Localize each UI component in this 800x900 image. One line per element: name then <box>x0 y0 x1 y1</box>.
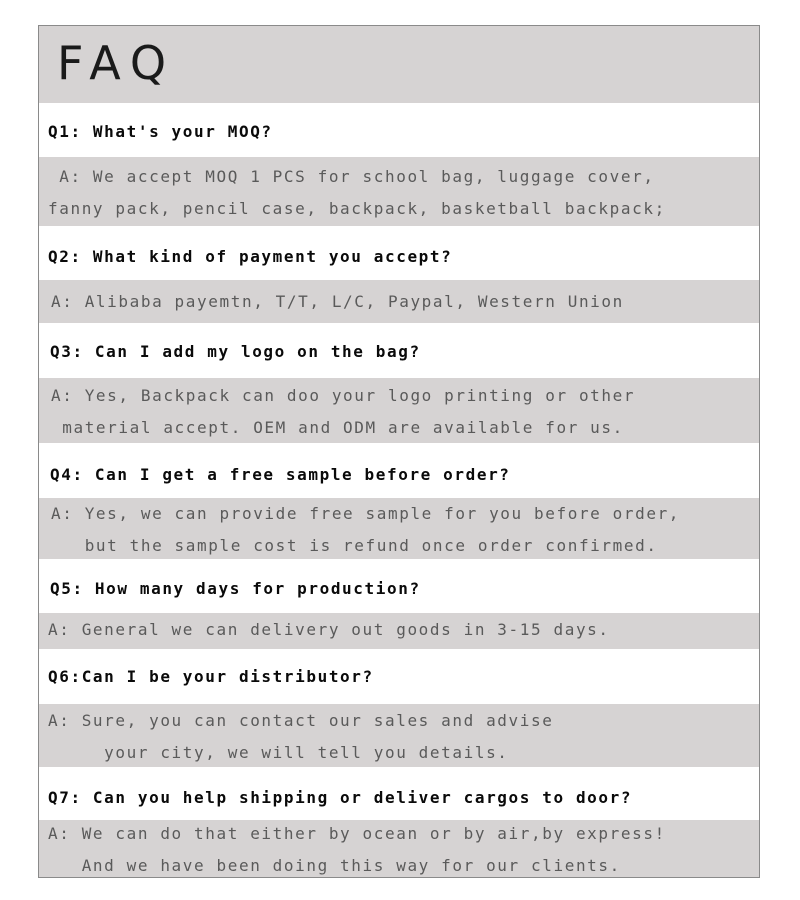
answer-6 <box>39 704 759 767</box>
question-1: Q1: What's your MOQ? <box>48 122 273 141</box>
question-5: Q5: How many days for production? <box>50 579 421 598</box>
answer-1 <box>39 157 759 226</box>
answer-6-line-1: A: Sure, you can contact our sales and advise <box>48 711 554 730</box>
answer-3-line-1: A: Yes, Backpack can doo your logo printing or other <box>51 386 636 405</box>
answer-7-line-1: A: We can do that either by ocean or by air,by express! <box>48 824 666 843</box>
answer-7 <box>39 820 759 877</box>
question-3: Q3: Can I add my logo on the bag? <box>50 342 421 361</box>
answer-4-line-1: A: Yes, we can provide free sample for you before order, <box>51 504 681 523</box>
answer-7-line-2: And we have been doing this way for our clients. <box>48 856 621 875</box>
question-4: Q4: Can I get a free sample before order? <box>50 465 511 484</box>
answer-2-line-1: A: Alibaba payemtn, T/T, L/C, Paypal, Western Union <box>51 292 624 311</box>
answer-5-line-1: A: General we can delivery out goods in 3-15 days. <box>48 620 610 639</box>
faq-header <box>39 26 759 103</box>
answer-2 <box>39 280 759 323</box>
answer-3-line-2: material accept. OEM and ODM are available for us. <box>51 418 624 437</box>
question-6: Q6:Can I be your distributor? <box>48 667 374 686</box>
answer-4 <box>39 498 759 559</box>
answer-5 <box>39 613 759 649</box>
answer-1-line-2: fanny pack, pencil case, backpack, basketball backpack; <box>48 199 666 218</box>
faq-title: FAQ <box>57 36 177 90</box>
answer-1-line-1: A: We accept MOQ 1 PCS for school bag, luggage cover, <box>48 167 655 186</box>
question-7: Q7: Can you help shipping or deliver cargos to door? <box>48 788 633 807</box>
answer-4-line-2: but the sample cost is refund once order confirmed. <box>51 536 658 555</box>
faq-panel <box>38 25 760 878</box>
answer-6-line-2: your city, we will tell you details. <box>48 743 509 762</box>
question-2: Q2: What kind of payment you accept? <box>48 247 453 266</box>
answer-3 <box>39 378 759 443</box>
